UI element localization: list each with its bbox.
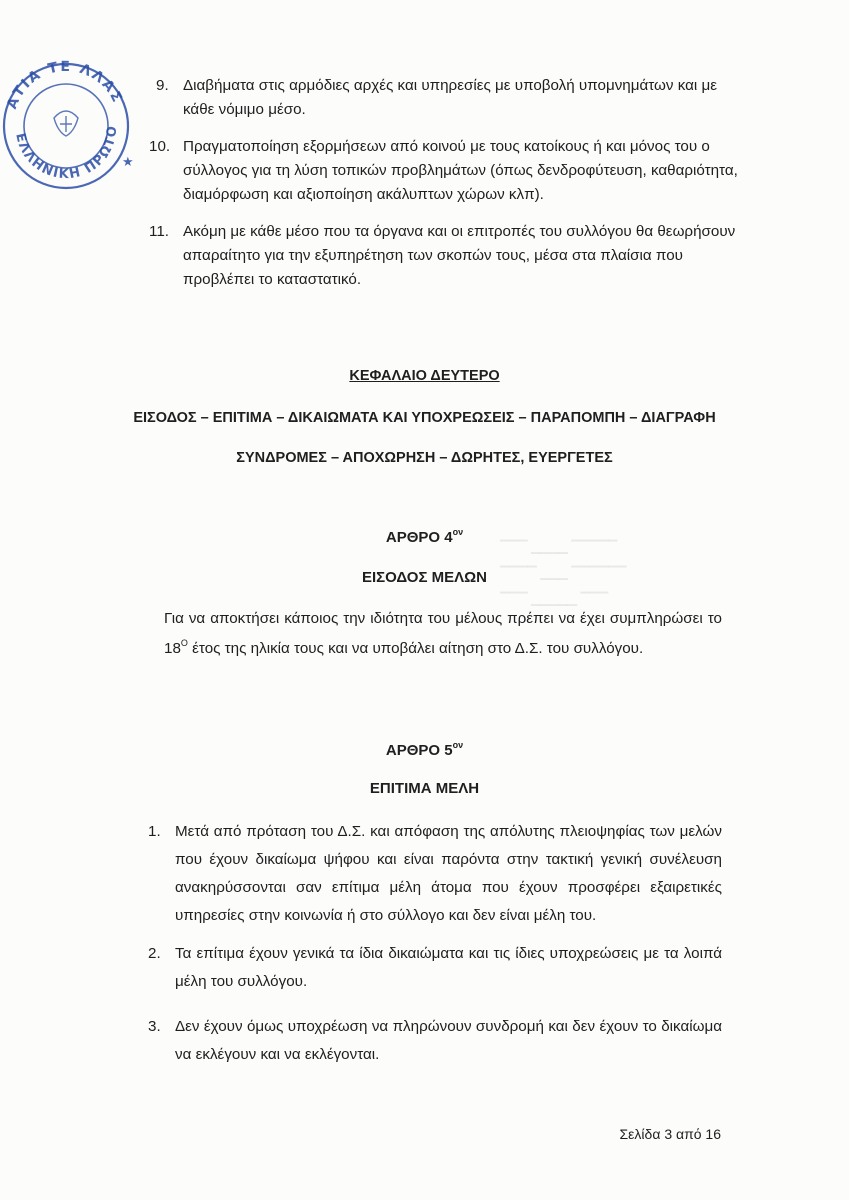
item-number: 3. bbox=[148, 1018, 161, 1035]
article-4-title: ΑΡΘΡΟ $4^{o\nu}$ bbox=[385, 527, 464, 546]
emblem-icon bbox=[54, 111, 78, 136]
svg-text:ΕΛΛΗΝΙΚΗ ΠΡΩΤΟΤΥΠΟ: ΕΛΛΗΝΙΚΗ ΠΡΩΤΟ bbox=[12, 124, 121, 183]
list-item bbox=[149, 220, 743, 292]
bleed-through: ▔▔▔ ▁▁▁▁▁ ▔▔▔ bbox=[500, 592, 609, 606]
item-text: Διαβήματα στις αρμόδιες αρχές και υπηρεσίες με υποβολή υπομνημάτων και με κάθε νόμιμο μέσο. bbox=[183, 77, 718, 118]
item-number: 2. bbox=[148, 945, 161, 962]
list-continuation bbox=[149, 74, 743, 305]
svg-text:ΑΤΙΑ ΤΕ ΛΛΑΣ: ΑΤΙΑ ΤΕ ΛΛΑΣ bbox=[4, 58, 126, 112]
list-item bbox=[148, 940, 722, 996]
item-text: Μετά από πρόταση του Δ.Σ. και απόφαση της απόλυτης πλειοψηφίας των μελών που έχουν δικαίωμα ψήφου και είναι παρόντα στην τακτική γενική συνέλευση ανακηρύσσονται σαν επίτιμα μέλη άτομα που έχουν προσφέρει εξαιρετικές υπηρεσίες στην κοινωνία ή στο σύλλογο και δεν είναι μέλη του. bbox=[175, 823, 722, 924]
list-item bbox=[156, 74, 743, 122]
page-number: Σελίδα 3 από 16 bbox=[619, 1126, 721, 1142]
item-number: 11. bbox=[149, 223, 169, 240]
bleed-through: ▔▔▔▔ ▁▁▁ ▔▔▔▔▔▔ bbox=[500, 566, 627, 580]
star-icon: ★ bbox=[122, 154, 134, 169]
item-number: 1. bbox=[148, 823, 161, 840]
item-number: 10. bbox=[149, 138, 171, 155]
list-item bbox=[149, 135, 743, 207]
chapter-subtitle-2: ΣΥΝΔΡΟΜΕΣ – ΑΠΟΧΩΡΗΣΗ – ΔΩΡΗΤΕΣ, ΕΥΕΡΓΕΤΕΣ bbox=[236, 450, 613, 466]
article-5-title: ΑΡΘΡΟ $5^{o\nu}$ bbox=[385, 740, 464, 759]
article-5-list bbox=[148, 818, 722, 1069]
chapter-title: ΚΕΦΑΛΑΙΟ ΔΕΥΤΕΡΟ bbox=[349, 368, 500, 384]
bleed-through: ▔▔▔ ▁▁▁▁ ▔▔▔▔▔ bbox=[500, 540, 618, 554]
list-item bbox=[148, 1013, 722, 1069]
article-5-heading: ΕΠΙΤΙΜΑ ΜΕΛΗ bbox=[369, 780, 480, 797]
article-4-body: Για να αποκτήσει κάποιος την ιδιότητα του μέλους πρέπει να έχει συμπληρώσει το $18^O$ έτος της ηλικία τους και να υποβάλει αίτηση στο Δ.Σ. του συλλόγου. bbox=[164, 610, 722, 657]
article-4-heading: ΕΙΣΟΔΟΣ ΜΕΛΩΝ bbox=[361, 569, 488, 586]
item-text: Πραγματοποίηση εξορμήσεων από κοινού με τους κατοίκους ή και μόνος του ο σύλλογος για τη λύση τοπικών προβλημάτων (όπως δενδροφύτευση, καθαριότητα, διαμόρφωση και αξιοποίηση ακάλυπτων χώρων κλπ). bbox=[183, 138, 738, 203]
item-text: Δεν έχουν όμως υποχρέωση να πληρώνουν συνδρομή και δεν έχουν το δικαίωμα να εκλέγουν και να εκλέγονται. bbox=[175, 1018, 722, 1063]
chapter-subtitle-1: ΕΙΣΟΔΟΣ – ΕΠΙΤΙΜΑ – ΔΙΚΑΙΩΜΑΤΑ ΚΑΙ ΥΠΟΧΡΕΩΣΕΙΣ – ΠΑΡΑΠΟΜΠΗ – ΔΙΑΓΡΑΦΗ bbox=[133, 410, 716, 426]
item-text: Τα επίτιμα έχουν γενικά τα ίδια δικαιώματα και τις ίδιες υποχρεώσεις με τα λοιπά μέλη του συλλόγου. bbox=[175, 945, 722, 990]
official-seal-stamp bbox=[0, 28, 136, 198]
item-number: 9. bbox=[156, 77, 169, 94]
list-item bbox=[148, 818, 722, 930]
item-text: Ακόμη με κάθε μέσο που τα όργανα και οι επιτροπές του συλλόγου θα θεωρήσουν απαραίτητο για την εξυπηρέτηση των σκοπών τους, μέσα στα πλαίσια που προβλέπει το καταστατικό. bbox=[183, 223, 736, 288]
